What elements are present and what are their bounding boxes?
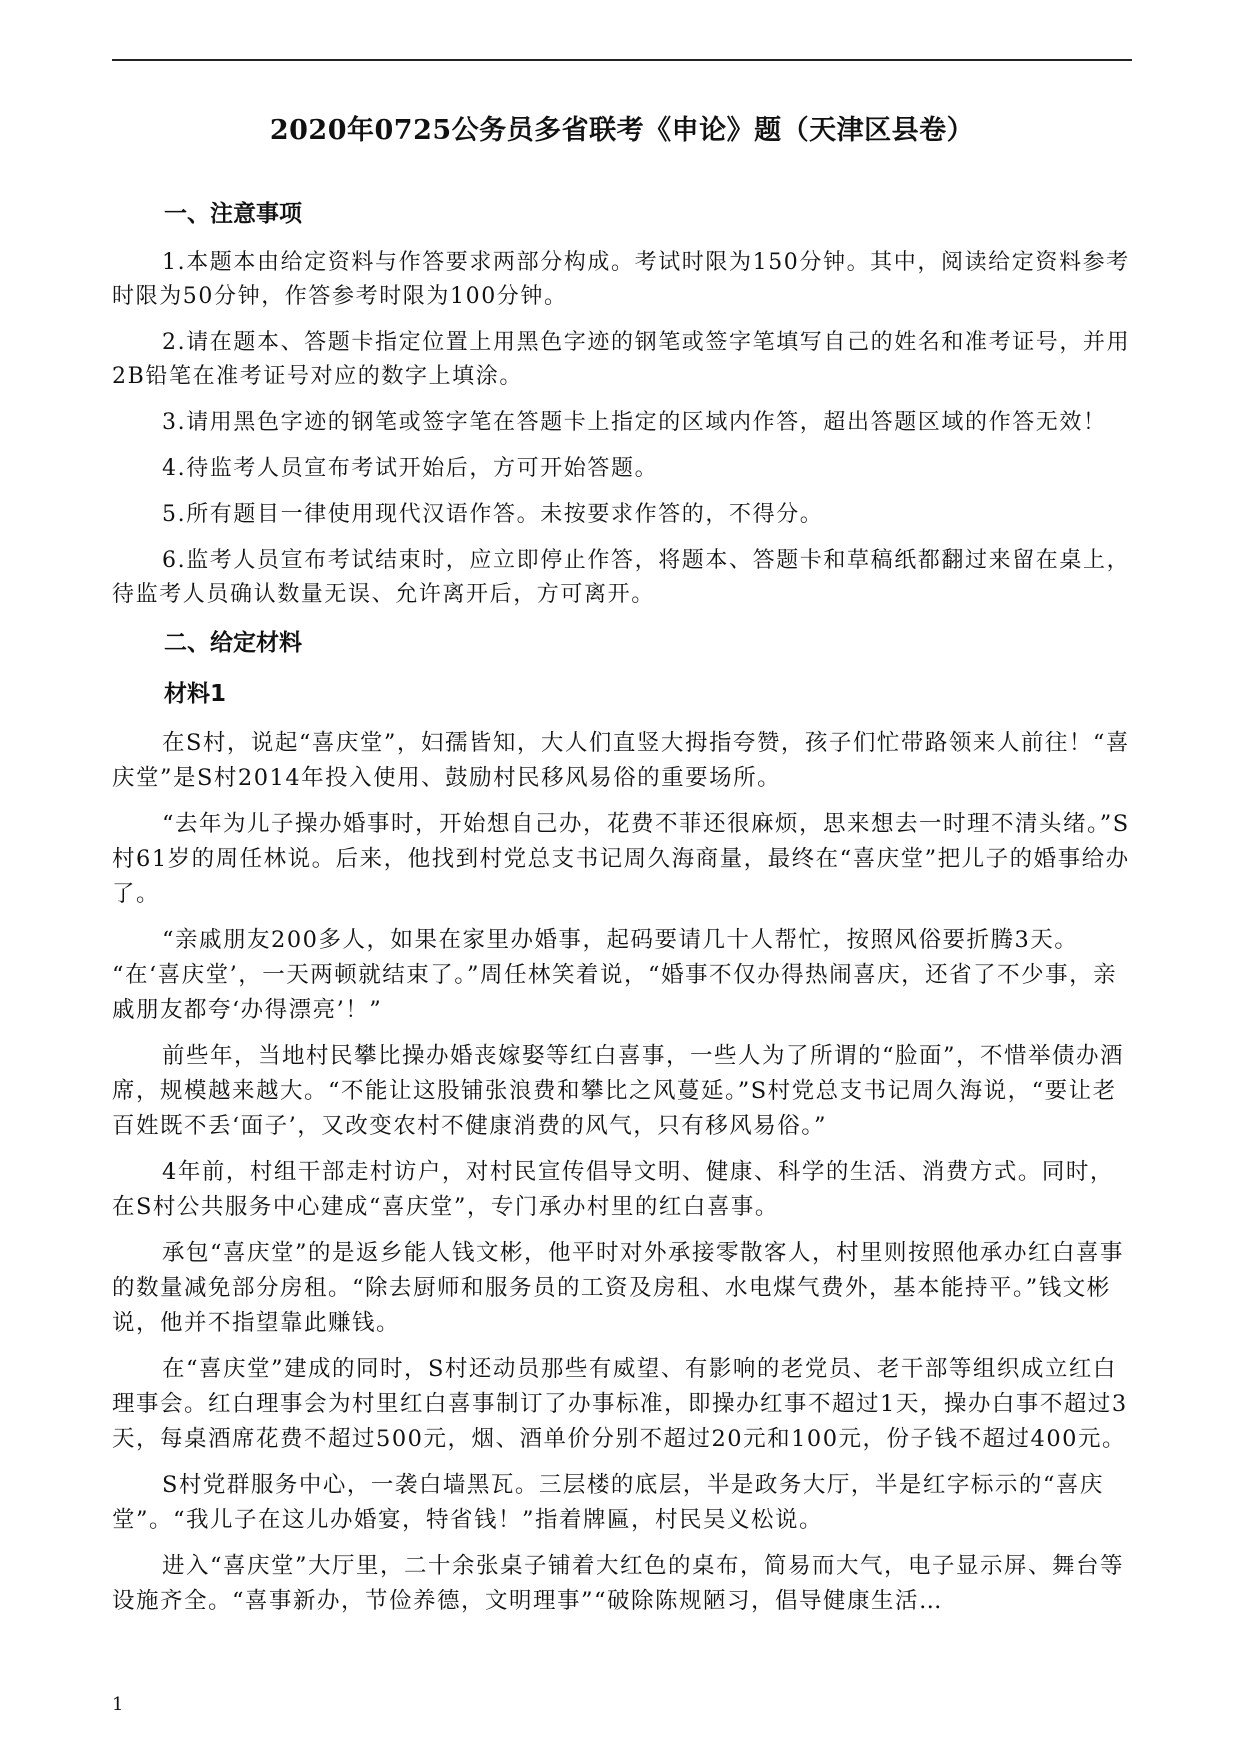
page-number: 1 xyxy=(112,1694,124,1715)
notice-item: 3.请用黑色字迹的钢笔或签字笔在答题卡上指定的区域内作答，超出答题区域的作答无效！ xyxy=(162,410,1107,435)
material-paragraph: S村党群服务中心，一袭白墙黑瓦。三层楼的底层，半是政务大厅，半是红字标示的“喜庆堂”。“我儿子在这儿办婚宴，特省钱！”指着牌匾，村民吴义松说。 xyxy=(112,1472,1104,1533)
notice-item: 6.监考人员宣布考试结束时，应立即停止作答，将题本、答题卡和草稿纸都翻过来留在桌上，待监考人员确认数量无误、允许离开后，方可离开。 xyxy=(112,548,1131,607)
notice-item: 4.待监考人员宣布考试开始后，方可开始答题。 xyxy=(162,456,659,481)
material-paragraph: 前些年，当地村民攀比操办婚丧嫁娶等红白喜事，一些人为了所谓的“脸面”，不惜举债办酒席，规模越来越大。“不能让这股铺张浪费和攀比之风蔓延。”S村党总支书记周久海说，“要让老百姓既不丢‘面子’，又改变农村不健康消费的风气，只有移风易俗。” xyxy=(112,1043,1125,1139)
material-paragraph: 承包“喜庆堂”的是返乡能人钱文彬，他平时对外承接零散客人，村里则按照他承办红白喜事的数量减免部分房租。“除去厨师和服务员的工资及房租、水电煤气费外，基本能持平。”钱文彬说，他并不指望靠此赚钱。 xyxy=(112,1240,1125,1336)
material-paragraph: 进入“喜庆堂”大厅里，二十余张桌子铺着大红色的桌布，简易而大气，电子显示屏、舞台等设施齐全。“喜事新办，节俭养德，文明理事”“破除陈规陋习，倡导健康生活… xyxy=(112,1553,1125,1614)
material-paragraph: 在S村，说起“喜庆堂”，妇孺皆知，大人们直竖大拇指夸赞，孩子们忙带路领来人前往！“喜庆堂”是S村2014年投入使用、鼓励村民移风易俗的重要场所。 xyxy=(112,730,1130,791)
material-paragraph: 4年前，村组干部走村访户，对村民宣传倡导文明、健康、科学的生活、消费方式。同时，在S村公共服务中心建成“喜庆堂”，专门承办村里的红白喜事。 xyxy=(112,1159,1114,1220)
material-paragraph: “亲戚朋友200多人，如果在家里办婚事，起码要请几十人帮忙，按照风俗要折腾3天。 “在‘喜庆堂’，一天两顿就结束了。”周任林笑着说，“婚事不仅办得热闹喜庆，还省了不少事，亲戚朋友都夸‘办得漂亮’！” xyxy=(112,927,1118,1023)
document-body xyxy=(112,195,1132,1630)
notice-heading: 一、注意事项 xyxy=(164,201,302,227)
material-label: 材料1 xyxy=(164,681,227,707)
document-title: 2020年0725公务员多省联考《申论》题（天津区县卷） xyxy=(269,115,975,146)
notice-item: 5.所有题目一律使用现代汉语作答。未按要求作答的，不得分。 xyxy=(162,502,824,527)
notice-item: 1.本题本由给定资料与作答要求两部分构成。考试时限为150分钟。其中，阅读给定资料参考时限为50分钟，作答参考时限为100分钟。 xyxy=(112,250,1130,309)
material-paragraph: 在“喜庆堂”建成的同时，S村还动员那些有威望、有影响的老党员、老干部等组织成立红白理事会。红白理事会为村里红白喜事制订了办事标准，即操办红事不超过1天，操办白事不超过3天，每桌酒席花费不超过500元，烟、酒单价分别不超过20元和100元，份子钱不超过400元。 xyxy=(112,1356,1128,1452)
materials-heading: 二、给定材料 xyxy=(164,630,302,656)
material-paragraph: “去年为儿子操办婚事时，开始想自己办，花费不菲还很麻烦，思来想去一时理不清头绪。”S村61岁的周任林说。后来，他找到村党总支书记周久海商量，最终在“喜庆堂”把儿子的婚事给办了。 xyxy=(112,811,1130,907)
notice-item: 2.请在题本、答题卡指定位置上用黑色字迹的钢笔或签字笔填写自己的姓名和准考证号，并用2B铅笔在准考证号对应的数字上填涂。 xyxy=(112,330,1131,389)
header-rule xyxy=(112,59,1132,61)
